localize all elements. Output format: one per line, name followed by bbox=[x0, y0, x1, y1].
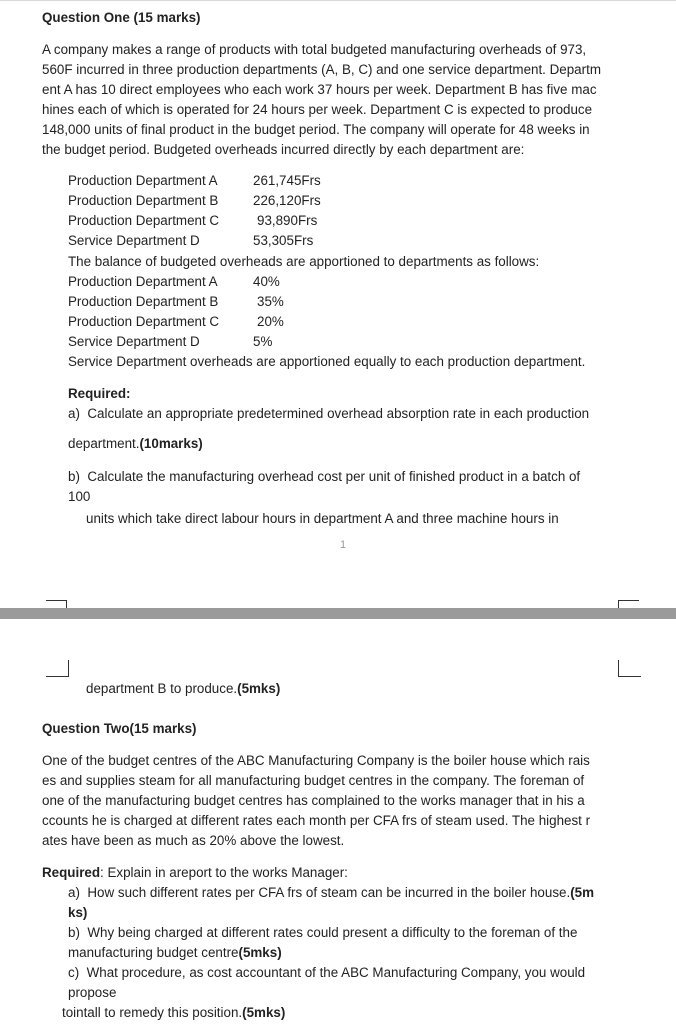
part-b-text: Calculate the manufacturing overhead cost per unit of finished product in a batch of bbox=[87, 469, 581, 484]
paragraph-line: the budget period. Budgeted overheads incurred directly by each department are: bbox=[42, 142, 525, 157]
q2-part-c-continuation: propose bbox=[68, 985, 117, 1000]
overhead-value: 261,745Frs bbox=[253, 173, 321, 188]
q2-part-b bbox=[68, 923, 577, 943]
service-apportion-text: Service Department overheads are apportioned equally to each production department. bbox=[68, 354, 586, 369]
q2-part-c-letter: c) bbox=[68, 965, 80, 980]
q2-part-c-text: What procedure, as cost accountant of the ABC Manufacturing Company, you would bbox=[86, 965, 586, 980]
part-a-continuation bbox=[68, 434, 203, 454]
q2-part-b-continuation bbox=[68, 943, 282, 963]
part-a-marks: (10marks) bbox=[139, 436, 203, 451]
table-row bbox=[68, 211, 321, 231]
q2-part-b-text: Why being charged at different rates could present a difficulty to the foreman of the bbox=[87, 925, 578, 940]
table-row bbox=[68, 191, 321, 211]
department-label: Production Department C bbox=[68, 213, 220, 228]
paragraph-line: One of the budget centres of the ABC Manufacturing Company is the boiler house which rais bbox=[42, 753, 590, 768]
part-b bbox=[68, 467, 580, 487]
q2-required-label: Required bbox=[42, 865, 101, 880]
page-number: 1 bbox=[340, 539, 347, 551]
q2-part-a-text: How such different rates per CFA frs of steam can be incurred in the boiler house. bbox=[87, 885, 571, 900]
paragraph-line: A company makes a range of products with total budgeted manufacturing overheads of 973, bbox=[42, 42, 587, 57]
percent-value: 5% bbox=[253, 334, 273, 349]
department-label: Service Department D bbox=[68, 334, 200, 349]
department-label: Production Department A bbox=[68, 173, 218, 188]
part-b-marks: (5mks) bbox=[237, 681, 281, 696]
table-row bbox=[68, 231, 321, 251]
q2-part-b-cont-text: manufacturing budget centre bbox=[68, 945, 239, 960]
crop-mark bbox=[46, 660, 69, 677]
paragraph-line: ates have been as much as 20% above the lowest. bbox=[42, 833, 345, 848]
paragraph-line: one of the manufacturing budget centres has complained to the works manager that in his a bbox=[42, 793, 585, 808]
page-top-border bbox=[0, 0, 676, 1]
overhead-value: 226,120Frs bbox=[253, 193, 321, 208]
percent-value: 40% bbox=[253, 274, 280, 289]
part-b-continuation-3 bbox=[86, 679, 280, 699]
q2-required-text: : Explain in areport to the works Manager: bbox=[100, 865, 348, 880]
table-row bbox=[68, 292, 284, 312]
department-label: Production Department B bbox=[68, 294, 219, 309]
percent-value: 35% bbox=[257, 294, 284, 309]
table-row bbox=[68, 312, 284, 332]
table-row bbox=[68, 171, 321, 191]
overhead-value: 93,890Frs bbox=[257, 213, 318, 228]
part-a-cont-text: department. bbox=[68, 436, 140, 451]
q2-part-b-letter: b) bbox=[68, 925, 80, 940]
department-label: Production Department B bbox=[68, 193, 219, 208]
part-b-letter: b) bbox=[68, 469, 80, 484]
paragraph-line: es and supplies steam for all manufacturing budget centres in the company. The foreman of bbox=[42, 773, 585, 788]
q2-required bbox=[42, 863, 348, 883]
part-b-continuation: 100 bbox=[68, 489, 91, 504]
q2-part-a-marks: (5m bbox=[570, 885, 595, 900]
part-a-letter: a) bbox=[68, 406, 80, 421]
q2-part-c-marks: (5mks) bbox=[242, 1005, 286, 1020]
part-b-continuation-2: units which take direct labour hours in department A and three machine hours in bbox=[86, 511, 559, 526]
q2-part-a-marks-cont: ks) bbox=[68, 905, 88, 920]
paragraph-line: ent A has 10 direct employees who each work 37 hours per week. Department B has five mac bbox=[42, 82, 597, 97]
question-one-title: Question One (15 marks) bbox=[42, 10, 201, 25]
department-label: Service Department D bbox=[68, 233, 200, 248]
crop-mark bbox=[618, 660, 641, 677]
page-separator bbox=[0, 608, 676, 619]
department-label: Production Department C bbox=[68, 314, 220, 329]
table-row bbox=[68, 332, 284, 352]
part-b-cont3-text: department B to produce. bbox=[86, 681, 238, 696]
q2-part-b-marks: (5mks) bbox=[238, 945, 282, 960]
overhead-value: 53,305Frs bbox=[253, 233, 314, 248]
q2-part-c bbox=[68, 963, 585, 983]
part-a-text: Calculate an appropriate predetermined overhead absorption rate in each production bbox=[87, 406, 590, 421]
q2-part-a-letter: a) bbox=[68, 885, 80, 900]
required-heading: Required: bbox=[68, 386, 131, 401]
table-row bbox=[68, 272, 284, 292]
q2-part-a bbox=[68, 883, 594, 903]
percent-value: 20% bbox=[257, 314, 284, 329]
q2-part-c-cont2-text: tointall to remedy this position. bbox=[62, 1005, 243, 1020]
department-label: Production Department A bbox=[68, 274, 218, 289]
question-two-title: Question Two(15 marks) bbox=[42, 721, 197, 736]
q2-part-c-continuation-2 bbox=[62, 1003, 285, 1023]
balance-text: The balance of budgeted overheads are apportioned to departments as follows: bbox=[68, 254, 540, 269]
paragraph-line: 148,000 units of final product in the budget period. The company will operate for 48 weeks in bbox=[42, 122, 590, 137]
paragraph-line: ccounts he is charged at different rates each month per CFA frs of steam used. The highest r bbox=[42, 813, 591, 828]
part-a bbox=[68, 404, 589, 424]
paragraph-line: 560F incurred in three production departments (A, B, C) and one service department. Departm bbox=[42, 62, 601, 77]
direct-overheads-table bbox=[68, 171, 321, 251]
paragraph-line: hines each of which is operated for 24 hours per week. Department C is expected to produce bbox=[42, 102, 593, 117]
apportionment-table bbox=[68, 272, 284, 352]
